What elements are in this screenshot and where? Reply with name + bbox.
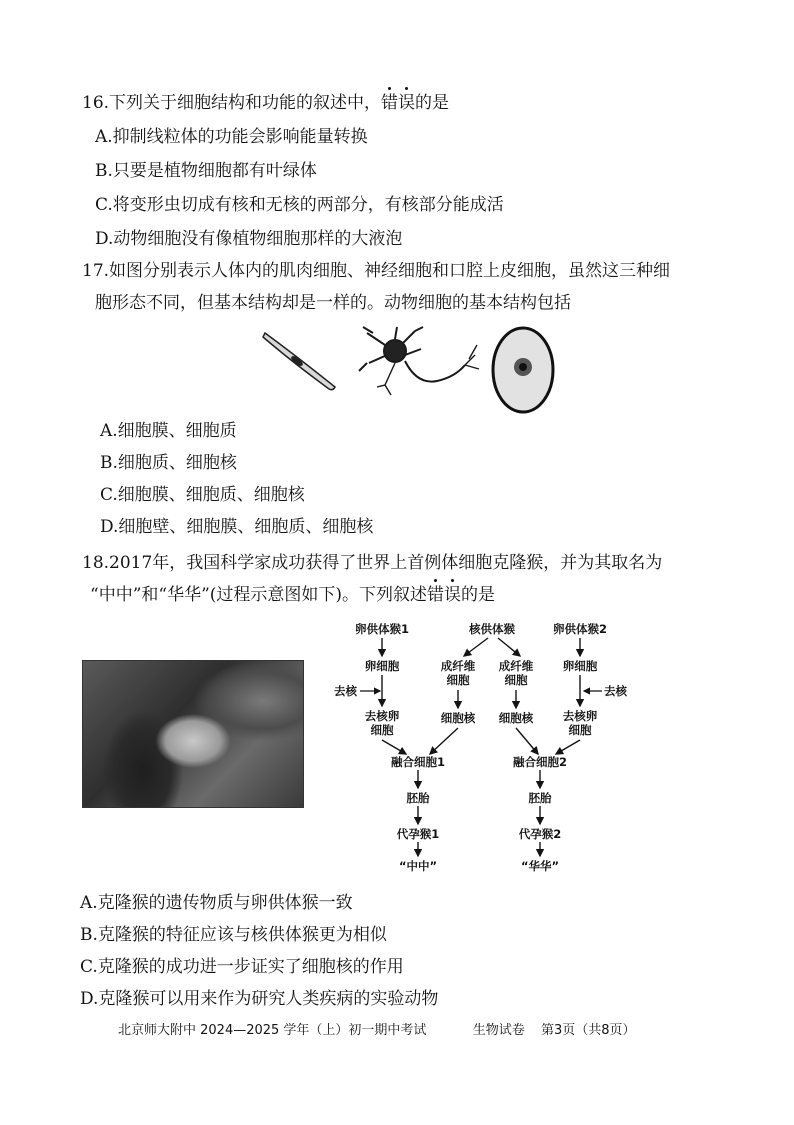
flow-embryo-1: 胚胎 xyxy=(406,791,430,805)
q18-stem-line2 xyxy=(90,584,495,606)
flow-cell-nucleus-2: 细胞核 xyxy=(498,711,534,725)
q18-option-c: C.克隆猴的成功进一步证实了细胞核的作用 xyxy=(80,957,404,977)
q16-option-c: C.将变形虫切成有核和无核的两部分，有核部分能成活 xyxy=(95,195,504,215)
flow-egg-cell-2: 卵细胞 xyxy=(562,659,598,673)
footer-subject: 生物试卷 xyxy=(472,1023,525,1038)
flow-enucleate-1: 去核 xyxy=(334,684,357,698)
q18-stem-text-b: 的是 xyxy=(461,585,496,605)
muscle-cell-image xyxy=(263,333,335,390)
epithelial-cell-image xyxy=(493,328,553,412)
flow-fibroblast-1-a: 成纤维 xyxy=(440,659,476,673)
flow-result-1: “中中” xyxy=(398,859,438,873)
flow-enucleated-egg-1-b: 细胞 xyxy=(370,723,394,737)
q16-stem-text-a: 16.下列关于细胞结构和功能的叙述中， xyxy=(82,93,382,113)
flow-fibroblast-2-a: 成纤维 xyxy=(498,659,534,673)
q16-option-a: A.抑制线粒体的功能会影响能量转换 xyxy=(95,127,368,147)
neuron-image xyxy=(359,327,479,395)
q18-stem-text-a: “中中”和“华华”(过程示意图如下)。下列叙述 xyxy=(90,585,428,605)
flow-nucleus-donor: 核供体猴 xyxy=(469,622,515,636)
footer-school: 北京师大附中 2024—2025 学年（上）初一期中考试 xyxy=(118,1023,427,1038)
flow-fused-cell-2: 融合细胞2 xyxy=(512,755,568,769)
q17-option-d: D.细胞壁、细胞膜、细胞质、细胞核 xyxy=(100,517,374,537)
q16-option-b: B.只要是植物细胞都有叶绿体 xyxy=(95,161,317,181)
cloning-process-diagram xyxy=(334,618,670,878)
q18-emphasis-char-1: 错 xyxy=(427,585,445,605)
q16-emphasis-char-2: 误 xyxy=(398,93,416,113)
q16-emphasis-char-1: 错 xyxy=(381,93,399,113)
flow-surrogate-1: 代孕猴1 xyxy=(396,827,440,841)
flow-enucleated-egg-2-b: 细胞 xyxy=(568,723,592,737)
flow-fibroblast-1-b: 细胞 xyxy=(446,673,470,687)
q17-option-a: A.细胞膜、细胞质 xyxy=(100,421,237,441)
flow-fibroblast-2-b: 细胞 xyxy=(504,673,528,687)
flow-enucleated-egg-1-a: 去核卵 xyxy=(364,709,400,723)
page-footer xyxy=(118,1022,636,1040)
q18-stem-line1: 18.2017年，我国科学家成功获得了世界上首例体细胞克隆猴，并为其取名为 xyxy=(82,553,663,573)
q16-stem-text-b: 的是 xyxy=(415,93,450,113)
q17-option-b: B.细胞质、细胞核 xyxy=(100,453,237,473)
q18-option-d: D.克隆猴可以用来作为研究人类疾病的实验动物 xyxy=(80,989,439,1009)
flow-enucleated-egg-2-a: 去核卵 xyxy=(562,709,598,723)
cloned-monkeys-photo xyxy=(82,660,304,808)
flow-fused-cell-1: 融合细胞1 xyxy=(390,755,446,769)
q17-stem-line2: 胞形态不同，但基本结构却是一样的。动物细胞的基本结构包括 xyxy=(95,293,571,313)
flow-result-2: “华华” xyxy=(520,859,560,873)
flow-embryo-2: 胚胎 xyxy=(528,791,552,805)
q17-cell-illustrations xyxy=(255,325,555,415)
flow-surrogate-2: 代孕猴2 xyxy=(518,827,562,841)
q18-emphasis-char-2: 误 xyxy=(444,585,462,605)
flow-egg-cell-1: 卵细胞 xyxy=(364,659,400,673)
flow-enucleate-2: 去核 xyxy=(604,684,627,698)
q18-option-b: B.克隆猴的特征应该与核供体猴更为相似 xyxy=(80,925,387,945)
flow-egg-donor-1: 卵供体猴1 xyxy=(354,622,410,636)
flow-egg-donor-2: 卵供体猴2 xyxy=(552,622,608,636)
q17-stem-line1: 17.如图分别表示人体内的肌肉细胞、神经细胞和口腔上皮细胞，虽然这三种细 xyxy=(82,261,671,281)
flow-cell-nucleus-1: 细胞核 xyxy=(440,711,476,725)
q16-option-d: D.动物细胞没有像植物细胞那样的大液泡 xyxy=(95,229,403,249)
footer-page: 第3页（共8页） xyxy=(541,1023,636,1038)
q16-stem xyxy=(82,92,449,114)
q17-option-c: C.细胞膜、细胞质、细胞核 xyxy=(100,485,305,505)
q18-option-a: A.克隆猴的遗传物质与卵供体猴一致 xyxy=(80,893,353,913)
